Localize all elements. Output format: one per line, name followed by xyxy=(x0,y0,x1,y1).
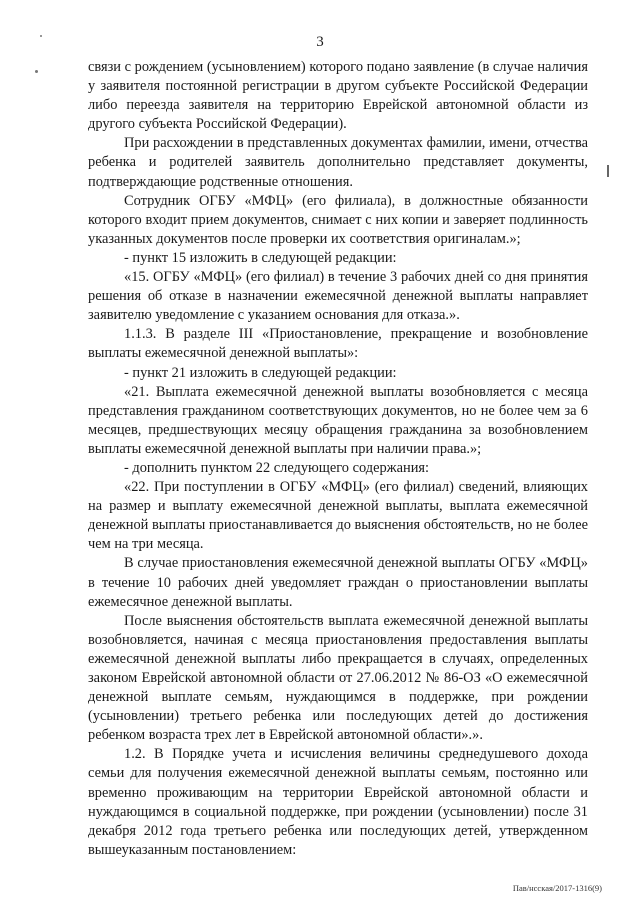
scan-speck xyxy=(35,70,38,73)
paragraph: - пункт 21 изложить в следующей редакции: xyxy=(124,364,397,381)
paragraph: «15. ОГБУ «МФЦ» (его филиал) в течение 3 рабочих дней со дня принятия решения об отказе в назначении ежемесячной денежной выплаты направляет заявителю уведомление с указанием основания для отказа.». xyxy=(88,269,588,324)
document-body xyxy=(88,58,588,860)
paragraph: В случае приостановления ежемесячной денежной выплаты ОГБУ «МФЦ» в течение 10 рабочих дней уведомляет граждан о приостановлении выплаты ежемесячное денежной выплаты. xyxy=(88,555,588,610)
scan-margin-mark xyxy=(607,165,609,177)
paragraph: Сотрудник ОГБУ «МФЦ» (его филиала), в должностные обязанности которого входит прием документов, снимает с них копии и заверяет подлинность указанных документов после проверки их соответствия оригиналам.»; xyxy=(88,192,588,247)
paragraph: «22. При поступлении в ОГБУ «МФЦ» (его филиал) сведений, влияющих на размер и выплату ежемесячной денежной выплаты, выплата ежемесячной денежной выплаты приостанавливается до выяснения обстоятельств, но не более чем на три месяца. xyxy=(88,479,588,553)
footer-code: Пав/нсская/2017-1316(9) xyxy=(512,883,602,893)
paragraph: - дополнить пунктом 22 следующего содержания: xyxy=(124,459,430,476)
page-number: 3 xyxy=(316,34,324,50)
paragraph: При расхождении в представленных документах фамилии, имени, отчества ребенка и родителей заявитель дополнительно представляет документы, подтверждающие родственные отношения. xyxy=(88,135,588,190)
paragraph: «21. Выплата ежемесячной денежной выплаты возобновляется с месяца представления гражданином соответствующих документов, но не более чем за 6 месяцев, предшествующих месяцу обращения гражданина за возобновлением выплаты ежемесячной денежной выплаты при наличии права.»; xyxy=(88,383,588,457)
paragraph: - пункт 15 изложить в следующей редакции: xyxy=(124,249,397,266)
paragraph: 1.1.3. В разделе III «Приостановление, прекращение и возобновление выплаты ежемесячной денежной выплаты»: xyxy=(88,326,588,362)
paragraph: После выяснения обстоятельств выплата ежемесячной денежной выплаты возобновляется, начиная с месяца приостановления предоставления выплаты ежемесячной денежной выплаты либо прекращается в случаях, определенных законом Еврейской автономной области от 27.06.2012 № 86-ОЗ «О ежемесячной денежной выплате семьям, нуждающимся в поддержке, при рождении (усыновлении) третьего ребенка или последующих детей до достижения ребенком возраста трех лет в Еврейской автономной области».». xyxy=(88,612,588,744)
paragraph: 1.2. В Порядке учета и исчисления величины среднедушевого дохода семьи для получения ежемесячной денежной выплаты семьям, постоянно или временно проживающим на территории Еврейской автономной области и нуждающимся в социальной поддержке, при рождении (усыновлении) после 31 декабря 2012 года третьего ребенка или последующих детей, утвержденном вышеуказанным постановлением: xyxy=(88,746,588,858)
paragraph: связи с рождением (усыновлением) которого подано заявление (в случае наличия у заявителя постоянной регистрации в другом субъекте Российской Федерации либо переезда заявителя на территорию Еврейской автономной области из другого субъекта Российской Федерации). xyxy=(88,59,588,133)
